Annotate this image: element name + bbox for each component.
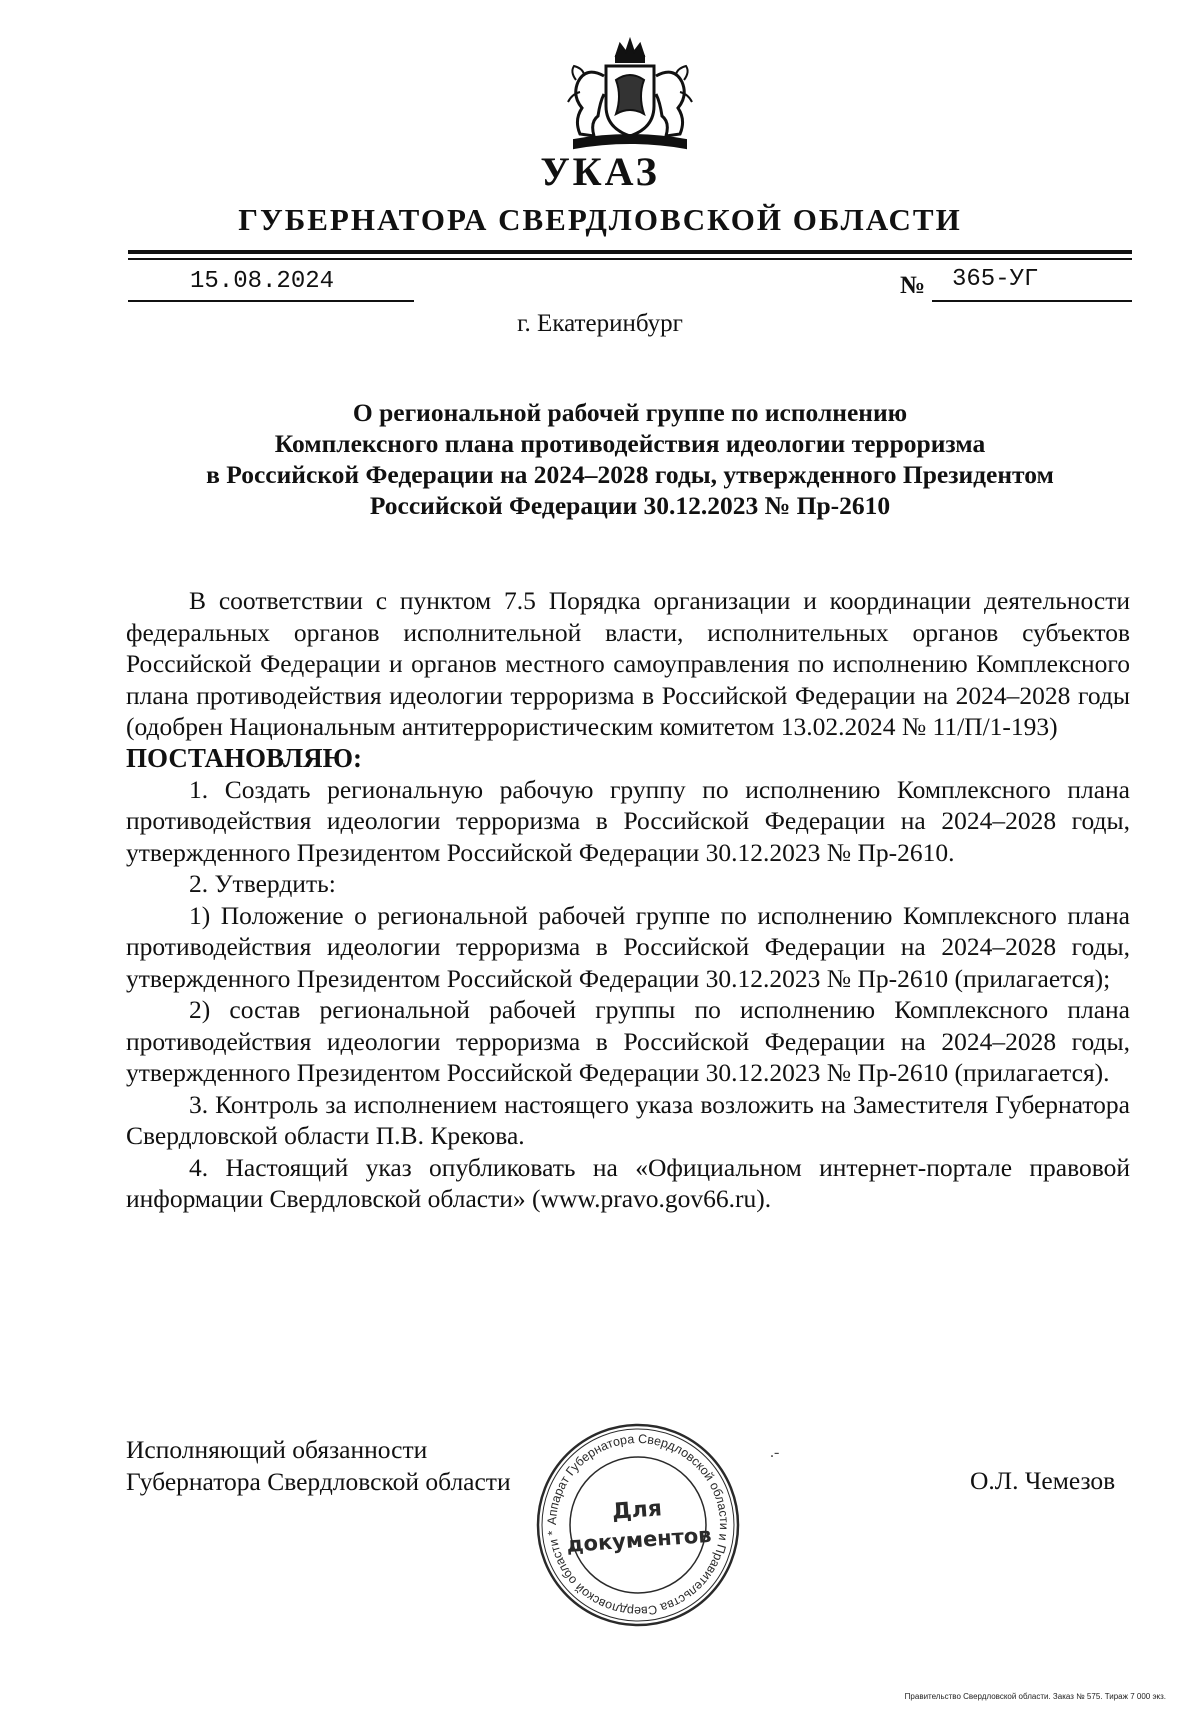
- issuer-title: ГУБЕРНАТОРА СВЕРДЛОВСКОЙ ОБЛАСТИ: [238, 202, 962, 237]
- decree-subitem: 2) состав региональной рабочей группы по исполнению Комплексного плана противодействия идеологии терроризма в Российской Федерации на 2024–2028 годы, утвержденного Президентом Российской Федерации 30.12.2023 № Пр-2610 (прилагается).: [126, 995, 1130, 1087]
- decree-subitem: 1) Положение о региональной рабочей группе по исполнению Комплексного плана противодействия идеологии терроризма в Российской Федерации на 2024–2028 годы, утвержденного Президентом Российской Федерации 30.12.2023 № Пр-2610 (прилагается);: [126, 900, 1130, 993]
- signatory-position: [126, 1434, 511, 1498]
- number-sign: №: [900, 272, 926, 299]
- decree-date: 15.08.2024: [190, 268, 335, 295]
- coat-of-arms-icon: [560, 36, 700, 154]
- issue-city: г. Екатеринбург: [517, 310, 683, 337]
- decree-word: ПОСТАНОВЛЯЮ:: [126, 742, 362, 773]
- official-seal-stamp: [534, 1421, 742, 1629]
- subject-line: в Российской Федерации на 2024–2028 годы, утвержденного Президентом: [206, 460, 1054, 489]
- subject-line: Комплексного плана противодействия идеологии терроризма: [274, 429, 986, 458]
- date-underline: [128, 300, 414, 302]
- signatory-position-line: Губернатора Свердловской области: [126, 1467, 511, 1496]
- decree-item: 3. Контроль за исполнением настоящего указа возложить на Заместителя Губернатора Свердловской области П.В. Крекова.: [126, 1089, 1130, 1150]
- seal-center-line: Для: [611, 1496, 663, 1525]
- header-divider-thick: [128, 250, 1132, 254]
- print-info-footer: Правительство Свердловской области. Заказ № 575. Тираж 7 000 экз.: [904, 1692, 1166, 1701]
- number-underline: [932, 300, 1132, 302]
- document-type-title: УКАЗ: [540, 149, 660, 194]
- subject-line: Российской Федерации 30.12.2023 № Пр-2610: [369, 491, 891, 520]
- seal-ring-text: Аппарат Губернатора Свердловской области и Правительства Свердловской области *: [544, 1431, 732, 1619]
- decree-number: 365-УГ: [952, 266, 1039, 293]
- decree-item: 1. Создать региональную рабочую группу по исполнению Комплексного плана противодействия идеологии терроризма в Российской Федерации на 2024–2028 годы, утвержденного Президентом Российской Федерации 30.12.2023 № Пр-2610.: [126, 774, 1130, 867]
- decree-subject: [130, 397, 1130, 521]
- signature-mark: .-: [770, 1444, 780, 1461]
- decree-item: 2. Утвердить:: [189, 869, 336, 898]
- decree-item: 4. Настоящий указ опубликовать на «Официальном интернет-портале правовой информации Свердловской области» (www.pravo.gov66.ru).: [126, 1152, 1130, 1213]
- subject-line: О региональной рабочей группе по исполнению: [352, 398, 908, 427]
- header-divider-thin: [128, 258, 1132, 260]
- signatory-name: О.Л. Чемезов: [970, 1466, 1116, 1495]
- decree-body: [126, 585, 1130, 1215]
- seal-center-line: документов: [565, 1522, 713, 1557]
- signatory-position-line: Исполняющий обязанности: [126, 1435, 428, 1464]
- preamble-paragraph: В соответствии с пунктом 7.5 Порядка организации и координации деятельности федеральных органов исполнительной власти, исполнительных органов субъектов Российской Федерации и органов местного самоуправления по исполнению Комплексного плана противодействия идеологии терроризма в Российской Федерации на 2024–2028 годы (одобрен Национальным антитеррористическим комитетом 13.02.2024 № 11/П/1-193): [126, 586, 1130, 741]
